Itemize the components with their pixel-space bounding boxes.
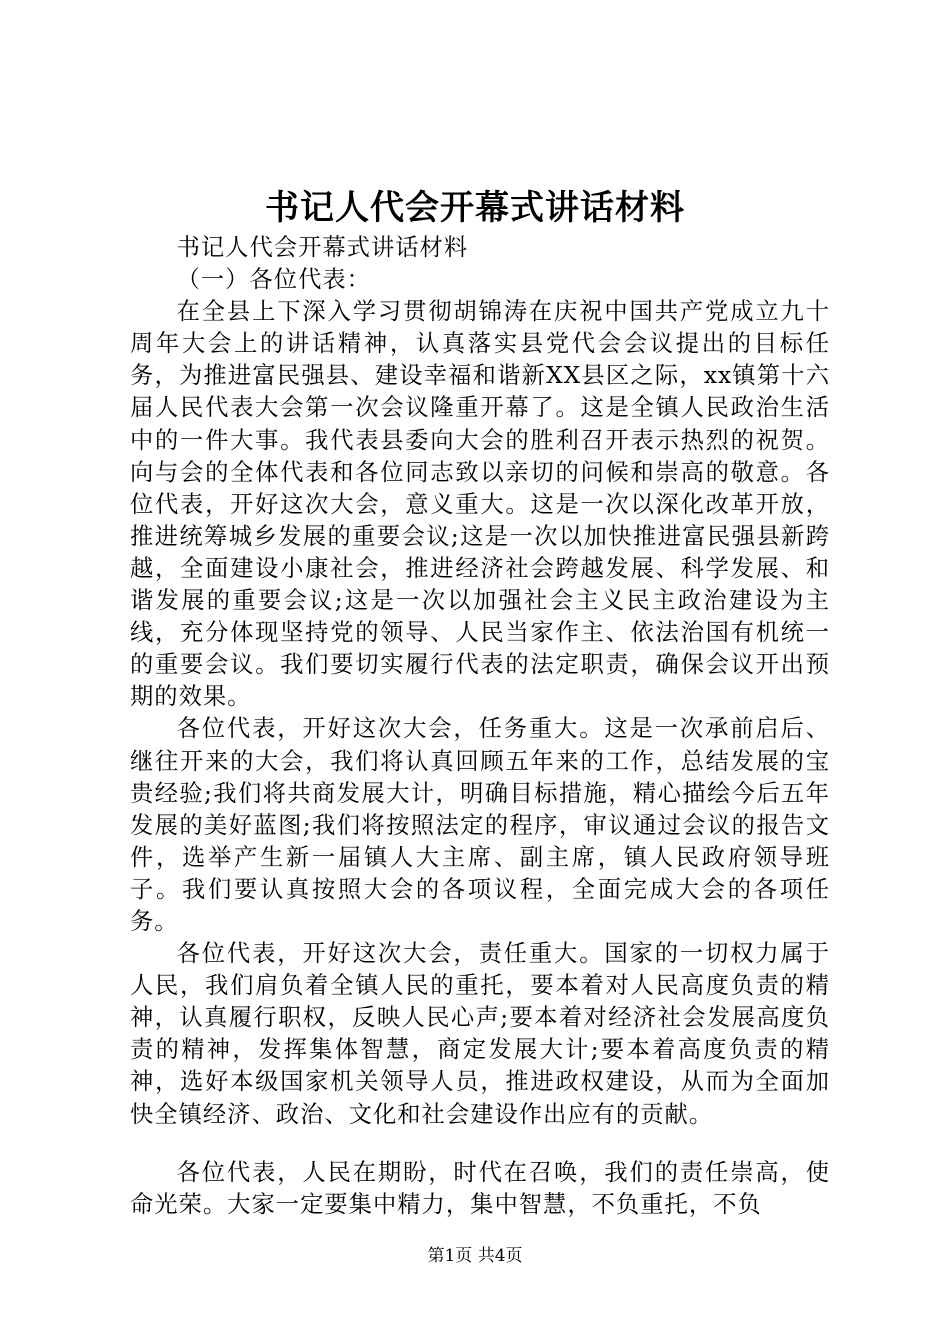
- document-body: [130, 232, 830, 1221]
- document-title: 书记人代会开幕式讲话材料: [265, 188, 685, 228]
- body-paragraph: 各位代表，开好这次大会，任务重大。这是一次承前启后、继往开来的大会，我们将认真回顾五年来的工作，总结发展的宝贵经验;我们将共商发展大计，明确目标措施，精心描绘今后五年发展的美好蓝图;我们将按照法定的程序，审议通过会议的报告文件，选举产生新一届镇人大主席、副主席，镇人民政府领导班子。我们要认真按照大会的各项议程，全面完成大会的各项任务。: [130, 715, 830, 935]
- body-paragraph-subtitle: 书记人代会开幕式讲话材料: [176, 234, 469, 261]
- body-paragraph-salutation: （一）各位代表：: [176, 266, 371, 294]
- body-paragraph: 各位代表，开好这次大会，责任重大。国家的一切权力属于人民，我们肩负着全镇人民的重托，要本着对人民高度负责的精神，认真履行职权，反映人民心声;要本着对经济社会发展高度负责的精神，发挥集体智慧，商定发展大计;要本着高度负责的精神，选好本级国家机关领导人员，推进政权建设，从而为全面加快全镇经济、政治、文化和社会建设作出应有的贡献。: [130, 940, 830, 1128]
- body-paragraph: 各位代表，人民在期盼，时代在召唤，我们的责任崇高，使命光荣。大家一定要集中精力，集中智慧，不负重托，不负: [130, 1158, 830, 1218]
- page-number-footer: 第1页 共4页: [427, 1246, 523, 1266]
- body-paragraph: 在全县上下深入学习贯彻胡锦涛在庆祝中国共产党成立九十周年大会上的讲话精神，认真落实县党代会会议提出的目标任务，为推进富民强县、建设幸福和谐新XX县区之际，xx镇第十六届人民代表大会第一次会议隆重开幕了。这是全镇人民政治生活中的一件大事。我代表县委向大会的胜利召开表示热烈的祝贺。向与会的全体代表和各位同志致以亲切的问候和崇高的敬意。各位代表，开好这次大会，意义重大。这是一次以深化改革开放，推进统筹城乡发展的重要会议;这是一次以加快推进富民强县新跨越，全面建设小康社会，推进经济社会跨越发展、科学发展、和谐发展的重要会议;这是一次以加强社会主义民主政治建设为主线，充分体现坚持党的领导、人民当家作主、依法治国有机统一的重要会议。我们要切实履行代表的法定职责，确保会议开出预期的效果。: [130, 298, 830, 711]
